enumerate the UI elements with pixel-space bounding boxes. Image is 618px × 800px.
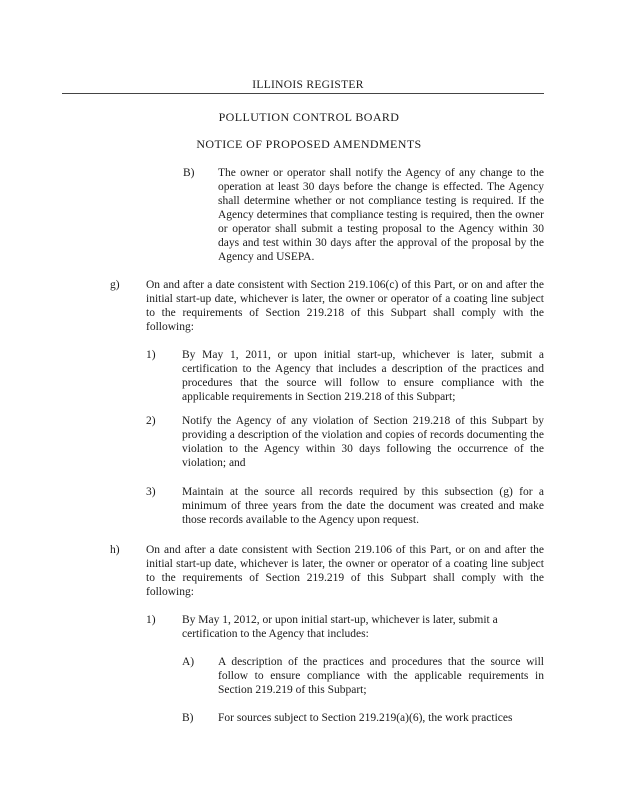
paragraph-text: A description of the practices and procedures that the source will follow to ensure compliance with the applicable requirements in Section 219.219 of this Subpart; <box>218 656 544 696</box>
paragraph-label: g) <box>110 279 120 291</box>
paragraph-label: B) <box>183 167 195 179</box>
paragraph-text: Notify the Agency of any violation of Section 219.218 of this Subpart by providing a description of the violation and copies of records documenting the violation to the Agency within 30 days following the occurrence of the violation; and <box>182 415 544 469</box>
header-rule <box>62 93 544 94</box>
paragraph-text: The owner or operator shall notify the Agency of any change to the operation at least 30 days before the change is effected. The Agency shall determine whether or not compliance testing is required. If the Agency determines that compliance testing is required, then the owner or operator shall submit a testing proposal to the Agency within 30 days and test within 30 days after the approval of the proposal by the Agency and USEPA. <box>218 167 544 263</box>
paragraph-label: 2) <box>146 415 156 427</box>
paragraph-label: 3) <box>146 486 156 498</box>
paragraph-text: By May 1, 2011, or upon initial start-up, whichever is later, submit a certification to the Agency that includes a description of the practices and procedures that the source will follow to ensure compliance with the applicable requirements in Section 219.218 of this Subpart; <box>182 349 544 403</box>
paragraph-text: For sources subject to Section 219.219(a)(6), the work practices <box>218 712 513 724</box>
paragraph-label: h) <box>110 544 120 556</box>
paragraph-text: Maintain at the source all records required by this subsection (g) for a minimum of three years from the date the document was created and make those records available to the Agency upon request. <box>182 486 544 526</box>
paragraph-label: B) <box>182 712 194 724</box>
paragraph-text: By May 1, 2012, or upon initial start-up, whichever is later, submit a certification to the Agency that includes: <box>182 614 498 640</box>
paragraph-label: 1) <box>146 349 156 361</box>
register-title: ILLINOIS REGISTER <box>252 79 364 91</box>
paragraph-label: A) <box>182 656 195 668</box>
paragraph-text: On and after a date consistent with Section 219.106(c) of this Part, or on and after the initial start-up date, whichever is later, the owner or operator of a coating line subject to the requirements of Section 219.218 of this Subpart shall comply with the following: <box>146 279 544 333</box>
paragraph-text: On and after a date consistent with Section 219.106 of this Part, or on and after the initial start-up date, whichever is later, the owner or operator of a coating line subject to the requirements of Section 219.219 of this Subpart shall comply with the following: <box>146 544 544 598</box>
paragraph-label: 1) <box>146 614 156 626</box>
notice-title: NOTICE OF PROPOSED AMENDMENTS <box>196 137 422 151</box>
board-title: POLLUTION CONTROL BOARD <box>218 110 400 124</box>
